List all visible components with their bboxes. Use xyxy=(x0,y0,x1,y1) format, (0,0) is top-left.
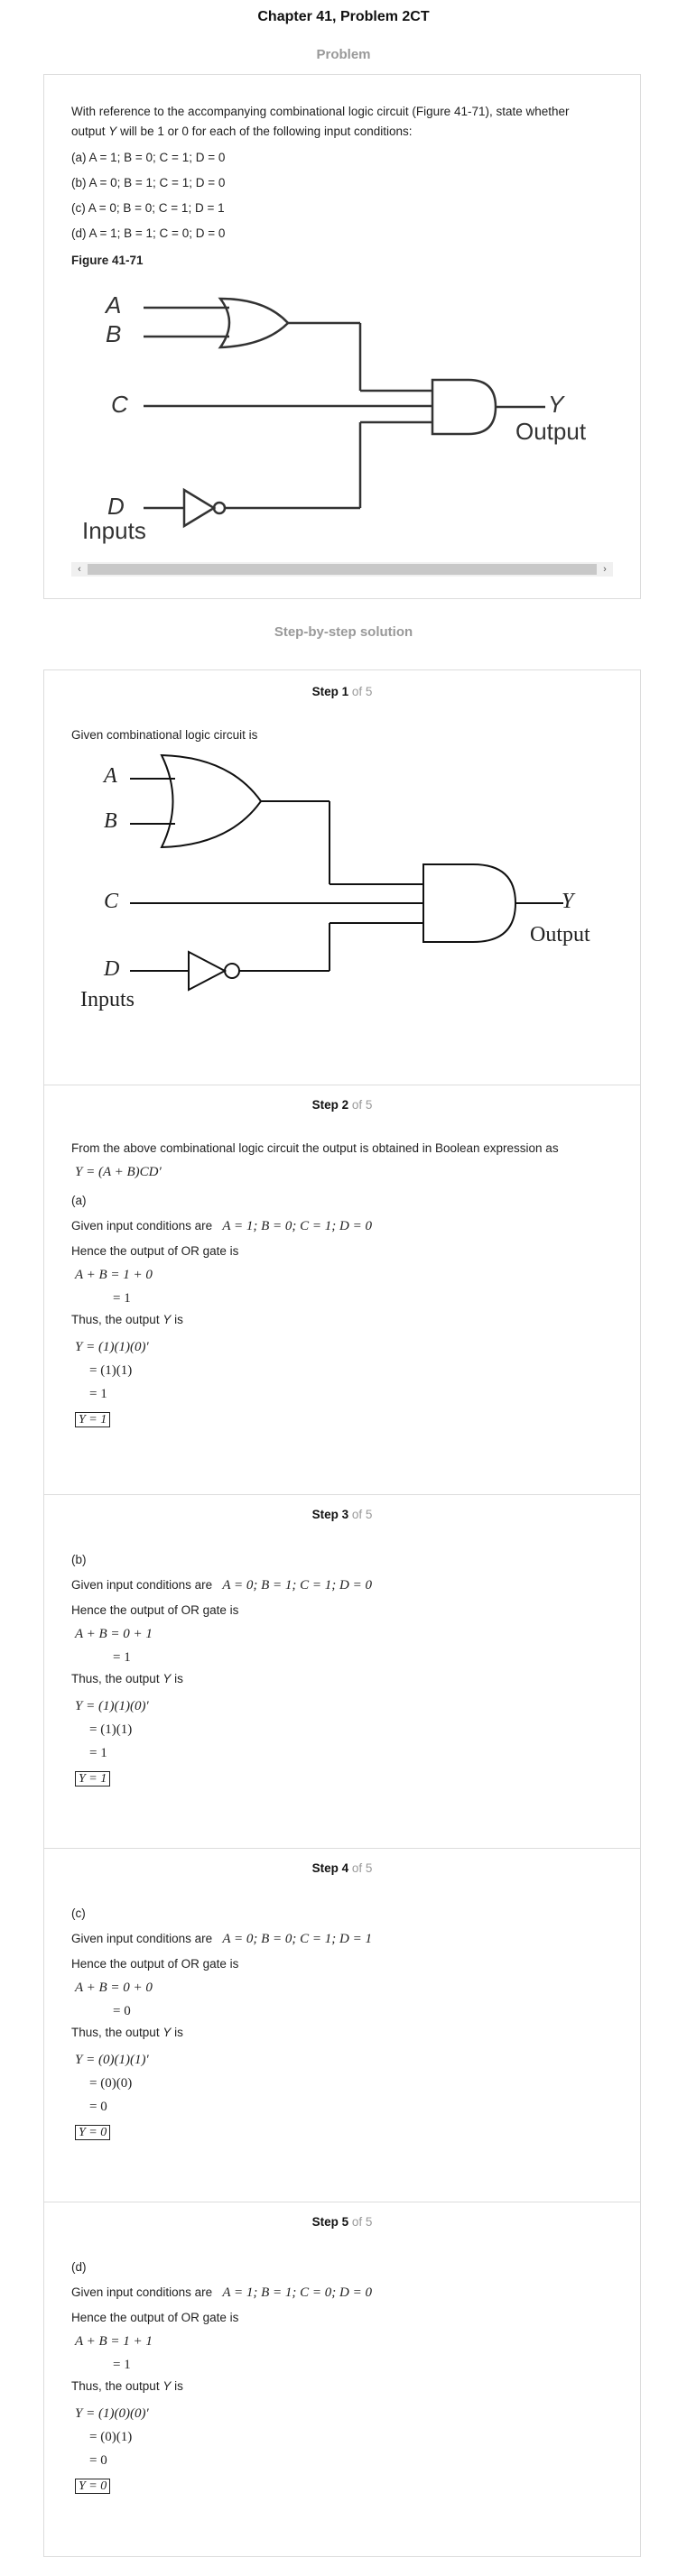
step-4-y-2: = (0)(0) xyxy=(89,2076,133,2091)
step-1 xyxy=(43,669,641,1085)
step-word: Step xyxy=(311,2215,339,2229)
step-5-y-1: Y = (1)(0)(0)′ xyxy=(75,2406,149,2421)
step-number: 4 xyxy=(341,1861,349,1875)
problem-heading: Problem xyxy=(316,47,371,62)
step-5-answer: Y = 0 xyxy=(75,2479,110,2494)
s1-label-b: B xyxy=(104,809,117,833)
step-2-text: From the above combinational logic circuit the output is obtained in Boolean expression as xyxy=(71,1141,559,1155)
page-title: Chapter 41, Problem 2CT xyxy=(257,9,430,24)
out-var: Y xyxy=(162,1313,172,1326)
step-2 xyxy=(43,1085,641,1494)
problem-intro-line-1: With reference to the accompanying combinational logic circuit (Figure 41-71), state whether xyxy=(71,105,570,118)
step-2-y-2: = (1)(1) xyxy=(89,1363,133,1378)
step-3-y-3: = 1 xyxy=(89,1746,107,1760)
step-4-out-text xyxy=(71,2026,183,2039)
step-5-or-2: = 1 xyxy=(113,2358,131,2372)
problem-intro-line-2a: output xyxy=(71,125,109,138)
solution-heading: Step-by-step solution xyxy=(274,624,413,640)
step-1-heading xyxy=(44,685,640,698)
given-text: Given input conditions are xyxy=(71,2285,213,2299)
problem-intro-line-2b: will be 1 or 0 for each of the following input conditions: xyxy=(116,125,413,138)
step-3-or-text: Hence the output of OR gate is xyxy=(71,1603,239,1617)
step-2-given xyxy=(71,1219,372,1234)
step-total: of 5 xyxy=(351,1098,373,1112)
step-total: of 5 xyxy=(351,2215,373,2229)
step-3-given xyxy=(71,1578,372,1593)
step-number: 2 xyxy=(341,1098,349,1112)
step-3-or-2: = 1 xyxy=(113,1650,131,1665)
out-text-pre: Thus, the output xyxy=(71,1313,163,1326)
step-number: 3 xyxy=(341,1508,349,1521)
step-5-or-1: A + B = 1 + 1 xyxy=(75,2334,153,2349)
step-2-part: (a) xyxy=(71,1194,87,1207)
out-text-pre: Thus, the output xyxy=(71,1672,163,1685)
step-5-heading xyxy=(44,2215,640,2229)
s1-label-d: D xyxy=(104,957,120,981)
step-total: of 5 xyxy=(351,1508,373,1521)
step-3-or-1: A + B = 0 + 1 xyxy=(75,1627,153,1641)
out-var: Y xyxy=(162,2379,172,2393)
step-2-expr: Y = (A + B)CD′ xyxy=(75,1165,162,1179)
out-var: Y xyxy=(162,1672,172,1685)
out-text-post: is xyxy=(171,2026,183,2039)
step-5-or-text: Hence the output of OR gate is xyxy=(71,2311,239,2324)
step-number: 1 xyxy=(341,685,349,698)
given-math: A = 1; B = 1; C = 0; D = 0 xyxy=(222,2285,372,2300)
s1-label-inputs: Inputs xyxy=(80,988,135,1011)
circuit-figure xyxy=(71,273,595,544)
step-3 xyxy=(43,1494,641,1848)
out-var: Y xyxy=(162,2026,172,2039)
out-text-pre: Thus, the output xyxy=(71,2026,163,2039)
given-math: A = 1; B = 0; C = 1; D = 0 xyxy=(222,1219,372,1233)
figure-label: Figure 41-71 xyxy=(71,254,144,267)
given-text: Given input conditions are xyxy=(71,1932,213,1945)
step-3-y-2: = (1)(1) xyxy=(89,1722,133,1737)
step-2-or-2: = 1 xyxy=(113,1291,131,1306)
step-3-y-1: Y = (1)(1)(0)′ xyxy=(75,1699,149,1713)
fig-label-output: Output xyxy=(515,418,587,445)
given-math: A = 0; B = 1; C = 1; D = 0 xyxy=(222,1578,372,1593)
condition-c: (c) A = 0; B = 0; C = 1; D = 1 xyxy=(71,201,225,215)
step-5 xyxy=(43,2202,641,2557)
step-2-y-1: Y = (1)(1)(0)′ xyxy=(75,1340,149,1354)
out-text-post: is xyxy=(171,2379,183,2393)
problem-intro xyxy=(71,102,613,142)
step-4 xyxy=(43,1848,641,2202)
fig-label-b: B xyxy=(106,320,122,347)
fig-label-a: A xyxy=(106,291,122,319)
step-word: Step xyxy=(311,685,339,698)
s1-label-c: C xyxy=(104,890,119,913)
step-2-heading xyxy=(44,1098,640,1112)
condition-a: (a) A = 1; B = 0; C = 1; D = 0 xyxy=(71,151,226,164)
fig-label-d: D xyxy=(107,493,125,520)
step-word: Step xyxy=(311,1861,339,1875)
condition-d: (d) A = 1; B = 1; C = 0; D = 0 xyxy=(71,226,226,240)
scroll-right-icon[interactable]: › xyxy=(603,564,607,575)
step-1-text: Given combinational logic circuit is xyxy=(71,728,258,742)
step-5-out-text xyxy=(71,2379,183,2393)
step-word: Step xyxy=(311,1508,339,1521)
step-5-y-2: = (0)(1) xyxy=(89,2430,133,2444)
given-text: Given input conditions are xyxy=(71,1219,213,1233)
figure-scrollbar[interactable] xyxy=(71,562,613,577)
out-text-post: is xyxy=(171,1672,183,1685)
fig-label-y: Y xyxy=(548,391,564,418)
step-4-part: (c) xyxy=(71,1907,86,1920)
step-number: 5 xyxy=(341,2215,349,2229)
fig-label-inputs: Inputs xyxy=(82,517,146,544)
step-4-y-1: Y = (0)(1)(1)′ xyxy=(75,2053,149,2067)
step-4-given xyxy=(71,1932,372,1947)
s1-label-a: A xyxy=(104,764,117,788)
step-2-out-text xyxy=(71,1313,183,1326)
fig-label-c: C xyxy=(111,391,128,418)
problem-var-y: Y xyxy=(108,125,117,138)
step-4-or-text: Hence the output of OR gate is xyxy=(71,1957,239,1971)
step-4-or-2: = 0 xyxy=(113,2004,131,2018)
step-4-heading xyxy=(44,1861,640,1875)
s1-label-y: Y xyxy=(562,890,574,913)
problem-box xyxy=(43,74,641,599)
step-total: of 5 xyxy=(351,1861,373,1875)
scrollbar-thumb[interactable] xyxy=(88,564,597,575)
step-2-answer: Y = 1 xyxy=(75,1412,110,1427)
out-text-post: is xyxy=(171,1313,183,1326)
step-3-answer: Y = 1 xyxy=(75,1771,110,1787)
s1-label-output: Output xyxy=(530,923,590,946)
step-4-or-1: A + B = 0 + 0 xyxy=(75,1980,153,1995)
step-2-or-1: A + B = 1 + 0 xyxy=(75,1268,153,1282)
step-4-y-3: = 0 xyxy=(89,2100,107,2114)
step-5-given xyxy=(71,2285,372,2301)
step-2-or-text: Hence the output of OR gate is xyxy=(71,1244,239,1258)
step-2-y-3: = 1 xyxy=(89,1387,107,1401)
condition-b: (b) A = 0; B = 1; C = 1; D = 0 xyxy=(71,176,226,189)
step-word: Step xyxy=(311,1098,339,1112)
scroll-left-icon[interactable]: ‹ xyxy=(78,564,81,575)
step-4-answer: Y = 0 xyxy=(75,2125,110,2140)
given-text: Given input conditions are xyxy=(71,1578,213,1592)
step-3-part: (b) xyxy=(71,1553,87,1566)
step-1-circuit xyxy=(71,752,613,1076)
given-math: A = 0; B = 0; C = 1; D = 1 xyxy=(222,1932,372,1946)
step-3-heading xyxy=(44,1508,640,1521)
step-total: of 5 xyxy=(351,685,373,698)
step-5-part: (d) xyxy=(71,2260,87,2274)
step-5-y-3: = 0 xyxy=(89,2453,107,2468)
out-text-pre: Thus, the output xyxy=(71,2379,163,2393)
step-3-out-text xyxy=(71,1672,183,1685)
